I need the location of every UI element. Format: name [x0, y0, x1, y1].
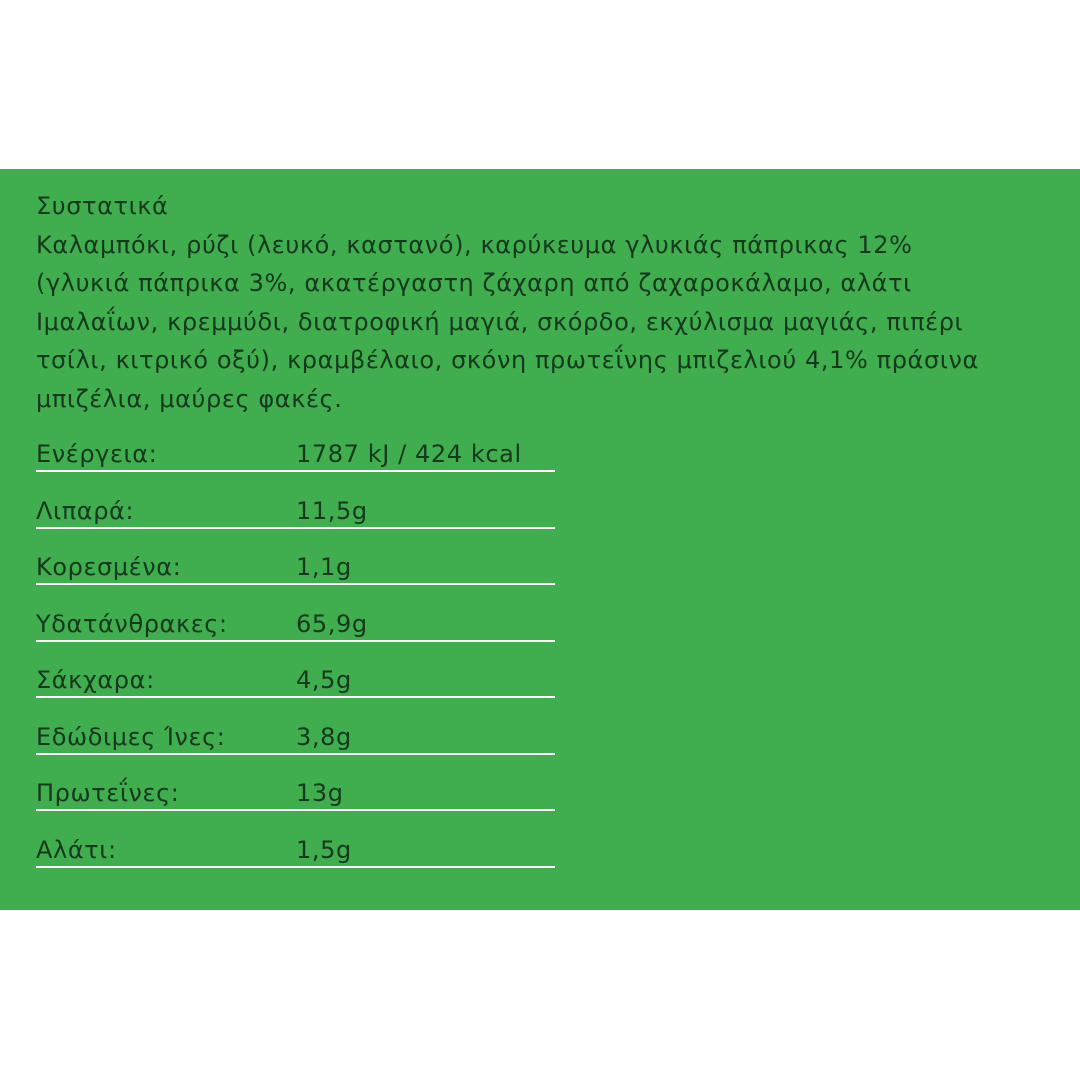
nutrition-row-fibre — [36, 698, 555, 755]
nutrition-table — [36, 432, 555, 868]
nutrition-value: 1,1g — [296, 553, 352, 581]
nutrition-row-salt — [36, 811, 555, 868]
ingredients-text: Καλαμπόκι, ρύζι (λευκό, καστανό), καρύκευμα γλυκιάς πάπρικας 12% (γλυκιά πάπρικα 3%, ακατέργαστη ζάχαρη από ζαχαροκάλαμο, αλάτι Ιμαλαΐων, κρεμμύδι, διατροφική μαγιά, σκόρδο, εκχύλισμα μαγιάς, πιπέρι τσίλι, κιτρικό οξύ), κραμβέλαιο, σκόνη πρωτεΐνης μπιζελιού 4,1% πράσινα μπιζέλια, μαύρες φακές. — [36, 230, 979, 413]
nutrition-value: 1787 kJ / 424 kcal — [296, 440, 522, 468]
nutrition-label: Αλάτι: — [36, 835, 117, 864]
nutrition-label: Υδατάνθρακες: — [36, 609, 228, 638]
nutrition-row-protein — [36, 755, 555, 812]
nutrition-value: 3,8g — [296, 722, 352, 751]
product-info-panel — [0, 169, 1080, 910]
nutrition-row-carbohydrates — [36, 585, 555, 642]
nutrition-label: Εδώδιμες Ίνες: — [36, 722, 226, 751]
nutrition-label: Λιπαρά: — [36, 496, 135, 525]
nutrition-row-energy — [36, 432, 555, 472]
nutrition-value: 4,5g — [296, 666, 352, 694]
ingredients-heading: Συστατικά — [36, 192, 169, 220]
nutrition-value: 65,9g — [296, 609, 368, 638]
nutrition-label: Σάκχαρα: — [36, 666, 155, 694]
nutrition-label: Πρωτεΐνες: — [36, 779, 180, 807]
nutrition-row-sugars — [36, 642, 555, 699]
nutrition-row-saturated — [36, 529, 555, 586]
nutrition-label: Κορεσμένα: — [36, 553, 182, 581]
nutrition-value: 1,5g — [296, 835, 352, 864]
nutrition-value: 13g — [296, 779, 344, 807]
nutrition-value: 11,5g — [296, 496, 368, 525]
nutrition-label: Ενέργεια: — [36, 440, 158, 468]
nutrition-row-fat — [36, 472, 555, 529]
